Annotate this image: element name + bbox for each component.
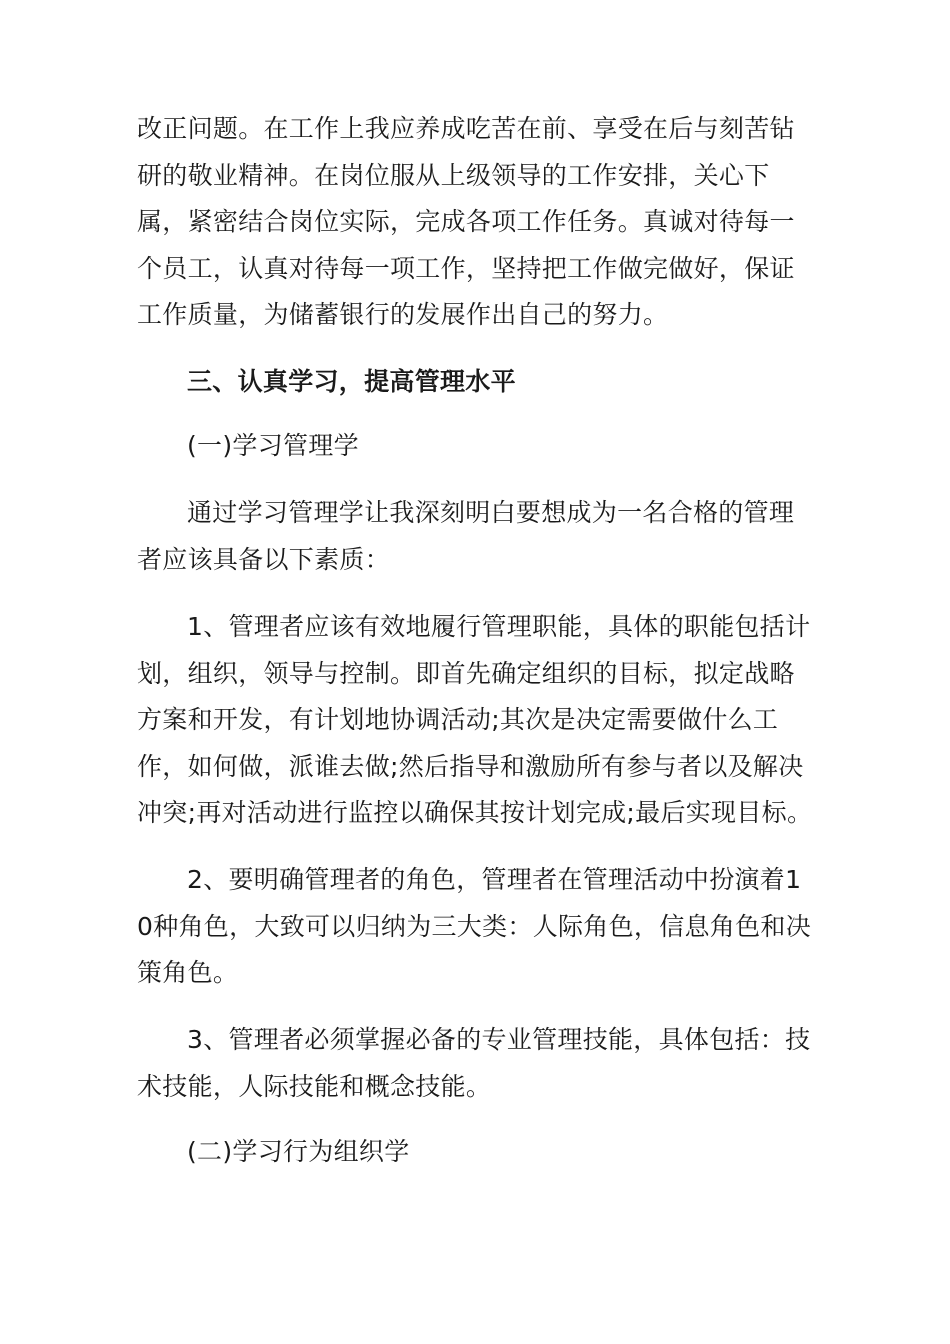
subsection-heading-two: (二)学习行为组织学 [187,1137,410,1166]
paragraph-item-3: 3、管理者必须掌握必备的专业管理技能，具体包括：技术技能，人际技能和概念技能。 [137,1025,811,1101]
paragraph-item-1: 1、管理者应该有效地履行管理职能，具体的职能包括计划，组织，领导与控制。即首先确定组织的目标，拟定战略方案和开发，有计划地协调活动;其次是决定需要做什么工作，如何做，派谁去做;然后指导和激励所有参与者以及解决冲突;再对活动进行监控以确保其按计划完成;最后实现目标。 [137,612,813,827]
paragraph-item-2: 2、要明确管理者的角色，管理者在管理活动中扮演着10种角色，大致可以归纳为三大类：人际角色，信息角色和决策角色。 [137,865,812,987]
section-heading-three: 三、认真学习，提高管理水平 [187,367,516,396]
paragraph-intro: 通过学习管理学让我深刻明白要想成为一名合格的管理者应该具备以下素质： [137,498,795,574]
paragraph-continuation: 改正问题。在工作上我应养成吃苦在前、享受在后与刻苦钻研的敬业精神。在岗位服从上级领导的工作安排，关心下属，紧密结合岗位实际，完成各项工作任务。真诚对待每一个员工，认真对待每一项工作，坚持把工作做完做好，保证工作质量，为储蓄银行的发展作出自己的努力。 [137,114,795,329]
subsection-heading-one: (一)学习管理学 [187,431,359,460]
